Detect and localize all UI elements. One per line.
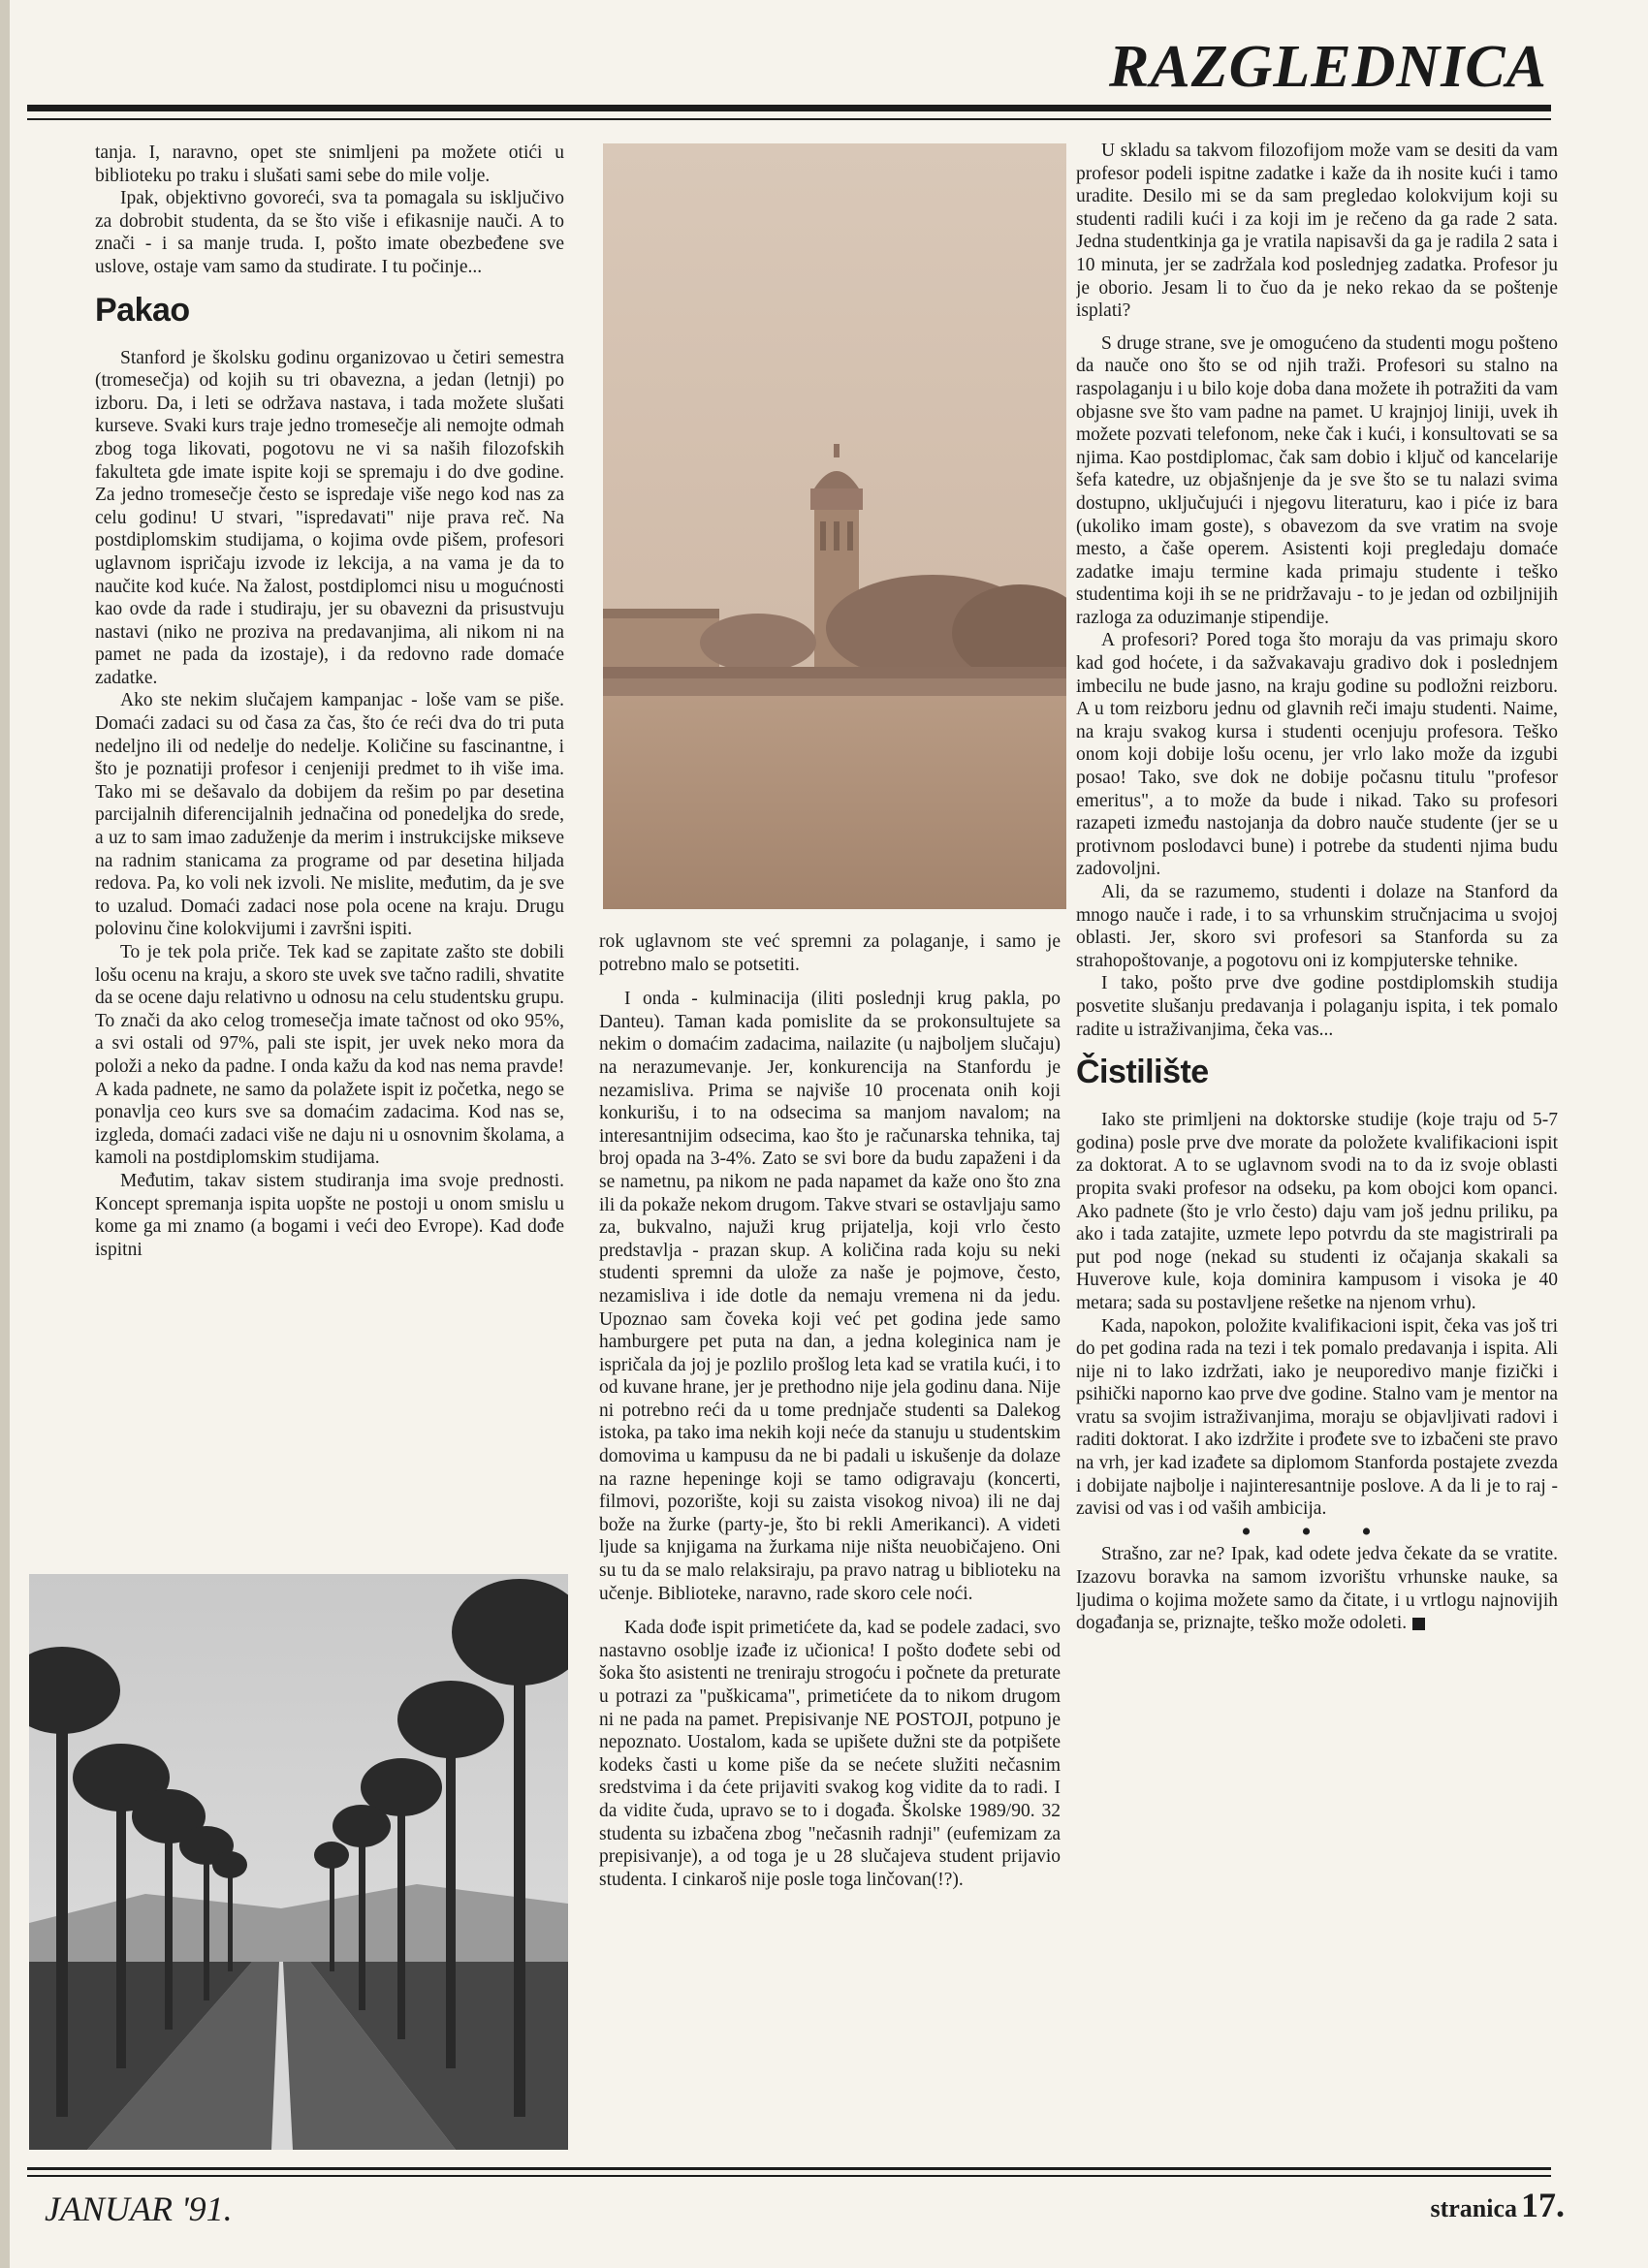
paragraph: Ako ste nekim slučajem kampanjac - loše vam se piše. Domaći zadaci su od časa za čas, što će reći dva do tri puta nedeljno ili od nedelje do nedelje. Količine su fascinantne, i što je poznatiji profesor i cenjeniji predmet to ih više ima. Tako mi se dešavalo da dobijem da rešim po par desetina parcijalnih diferencijalnih jednačina od ponedeljka do srede, a uz to sam imao zaduženje da merim i instrukcijske mikseve na radnim stanicama za programe od par desetina hiljada redova. Pa, ko voli nek izvoli. Ne mislite, međutim, da je sve to uzalud. Domaći zadaci nose pola ocene na kraju. Drugu polovinu čine kolokvijumi i završni ispiti. — [95, 690, 564, 940]
paragraph: rok uglavnom ste već spremni za polaganje, i samo je potrebno malo se potsetiti. — [599, 931, 1061, 975]
paragraph: Međutim, takav sistem studiranja ima svoje prednosti. Koncept spremanja ispita uopšte ne postoji u onom smislu u kome ga mi znamo (a bogami i veći deo Evrope). Kad dođe ispitni — [95, 1170, 564, 1260]
paragraph: Ali, da se razumemo, studenti i dolaze na Stanford da mnogo nauče i rade, i to sa vrhunskim stručnjacima u svojoj oblasti. Jer, skoro svi profesori sa Stanforda su za strahopoštovanje, a pogotovu oni iz kompjuterske tehnike. — [1076, 882, 1558, 971]
article-column-3 — [1076, 140, 1558, 2156]
issue-date: JANUAR '91. — [45, 2189, 233, 2228]
paragraph: Stanford je školsku godinu organizovao u četiri semestra (tromesečja) od kojih su tri obavezna, a jedan (letnji) po izboru. Da, i leti se održava nastava, i tada možete slušati kurseve. Svaki kurs traje jedno tromesečje ali nemojte odmah zbog toga likovati, pogotovu ne vi sa naših filozofskih fakulteta gde imate ispite koji se spremaju i do dve godine. Za jedno tromesečje često se ispredaje više nego kod nas za celu godinu! U stvari, "ispredavati" nije prava reč. Na postdiplomskim studijama, o kojima ovde pišem, profesori uglavnom ispričaju izvode iz lekcija, a na vama je da to naučite kod kuće. Na žalost, postdiplomci nisu u mogućnosti kao ovde da rade i studiraju, jer su obavezni da prisustvuju nastavi (niko ne proziva na predavanjima, ali nikom ni na pamet ne pada da izostaje), i da redovno rade domaće zadatke. — [95, 347, 564, 688]
binding-edge — [0, 0, 10, 2268]
subheading-pakao: Pakao — [95, 291, 190, 329]
article-column-2 — [599, 930, 1061, 2166]
photo-palm-drive — [29, 1574, 568, 2150]
article-column-1 — [95, 142, 564, 1537]
page-number-value: 17. — [1521, 2186, 1565, 2224]
paragraph: U skladu sa takvom filozofijom može vam se desiti da vam profesor podeli ispitne zadatke i kaže da ih nosite kući i tamo uradite. Desilo mi se da sam pregledao kolokvijum koji su studenti radili kući i za koji im je rečeno da ga rade 2 sata. Jedna studentkinja ga je vratila napisavši da ga je radila 2 sata i 10 minuta, jer se zadržala kod poslednjeg zadatka. Profesor ju je oborio. Jesam li to čuo da je neko rekao da se poštenje isplati? — [1076, 141, 1558, 322]
paragraph: Kada, napokon, položite kvalifikacioni ispit, čeka vas još tri do pet godina rada na tezi i tek pomalo predavanja i ispita. Ali nije ni to lako izdržati, iako je neuporedivo manje fizički i psihički naporno kao prve dve godine. Stalno vam je mentor na vratu sa svojim istraživanjima, moraju se objavljivati radovi i raditi doktorat. I ako izdržite i prođete sve to izbačeni ste pravo na vrh, jer kad izađete sa diplomom Stanforda postajete zvezda i dobijate najbolje i najinteresantnije poslove. A da li je to raj - zavisi od vas i od vaših ambicija. — [1076, 1315, 1558, 1520]
subheading-cistiliste: Čistilište — [1076, 1054, 1209, 1091]
paragraph: I onda - kulminacija (iliti poslednji krug pakla, po Danteu). Taman kada pomislite da se prokonsultujete sa nekim o domaćim zadacima, nailazite (u najboljem slučaju) na nerazumevanje. Jer, konkurencija na Stanfordu je nezamisliva. Prima se najviše 10 procenata onih koji konkurišu, i to na odsecima sa manjom navalom; na interesantnijim odsecima, kao što je računarska tehnika, taj broj opada na 3-4%. Zato se svi bore da budu zapaženi i da se nametnu, pa nikom ne pada napamet da kaže ono što zna ili da pokaže nekom drugom. Takve stvari se ostavljaju samo za, bukvalno, najuži krug prijatelja, koji vrlo često predstavlja - prazan skup. A količina rada koju su neki studenti spremni da ulože za naše je pojmove, često, nezamisliva i ide dotle da nemaju vremena ni da jedu. Upoznao sam čoveka koji već pet godina jede samo hamburgere pet puta na dan, a jedna koleginica nam je ispričala da joj je pozlilo prošlog leta kad se vratila kući, i to od kuvane hrane, jer je prethodno nije jela godinu dana. Nije ni potrebno reći da u tome prednjače studenti sa Dalekog istoka, pa tako ima nekih koji neće da stanuju u studentskim domovima u kampusu da ne bi padali u iskušenje da dolaze na razne hepeninge koji se tamo odigravaju (koncerti, filmovi, pozorište, koji su zaista visokog nivoa) ili ne daj bože na žurke (party-je, što bi rekli Amerikanci). A videti ljude sa knjigama na žurkama nije ništa neuobičajeno. Oni su tu da se malo relaksiraju, pa pravo natrag u biblioteku na učenje. Biblioteke, naravno, rade skoro cele noći. — [599, 989, 1061, 1604]
page-label: stranica — [1430, 2194, 1517, 2222]
footer-rule-thin — [27, 2175, 1551, 2177]
paragraph: Ipak, objektivno govoreći, sva ta pomagala su isključivo za dobrobit studenta, da se što više i efikasnije nauči. A to znači - i sa manje truda. I, pošto imate obezbeđene sve uslove, ostaje vam samo da studirate. I tu počinje... — [95, 188, 564, 277]
paragraph: To je tek pola priče. Tek kad se zapitate zašto ste dobili lošu ocenu na kraju, a skoro ste uvek sve tačno radili, shvatite da se ocene daju relativno u odnosu na celu studentsku grupu. To znači da ako celog tromesečja imate tačnost od oko 95%, a svi ostali od 97%, pali ste ispit, jer uvek neko mora da položi a neko da padne. I onda kažu da kod nas nema pravde! A kada padnete, ne samo da polažete ispit iz početka, nego se ponavlja ceo kurs sve sa domaćim zadacima. Kod nas se, izgleda, domaći zadaci više ne daju ni u osnovnim školama, a kamoli na postdiplomskim studijama. — [95, 942, 564, 1169]
section-separator: • • • — [1241, 1515, 1393, 1548]
paragraph: I tako, pošto prve dve godine postdiplomskih studija posvetite slušanju predavanja i polaganju ispita, i tek pomalo radite u istraživanjima, čeka vas... — [1076, 973, 1558, 1040]
end-mark-icon — [1412, 1618, 1425, 1630]
paragraph: S druge strane, sve je omogućeno da studenti mogu pošteno da nauče ono što se od njih traži. Profesori su stalno na raspolaganju i u bilo koje doba dana možete ih potražiti da vam objasne sve što vam padne na pamet. U krajnjoj liniji, uvek ih možete pozvati telefonom, neke čak i kući, i konsultovati se sa njima. Kao postdiplomac, čak sam dobio i ključ od kancelarije šefa katedre, uz objašnjenje da je sve što se tu nalazi svima dostupno, uključujući i njegovu literaturu, kao i piće iz bara (ukoliko imam goste), s obavezom da sve vratim na svoje mesto, a čaše operem. Asistenti koji pregledaju domaće zadatke imaju termine kada primaju studente i teško studentima koji ih se ne pridržavaju - to je jedan od ozbiljnijih razloga za oduzimanje stipendije. — [1076, 332, 1558, 628]
page-number — [1430, 2185, 1565, 2225]
section-title: RAZGLEDNICA — [1109, 34, 1547, 100]
footer-rule — [27, 2167, 1551, 2170]
paragraph: Kada dođe ispit primetićete da, kad se podele zadaci, svo nastavno osoblje izađe iz učionica! I pošto dođete sebi od šoka što asistenti ne treniraju strogoću i počnete da preturate u potrazi za "puškicama", primetićete da to nikom drugom ni ne pada na pamet. Prepisivanje NE POSTOJI, potpuno je nepoznato. Uostalom, kada se upišete dužni ste da potpišete kodeks časti u kome piše da se nećete služiti nečasnim sredstvima i da ćete prijaviti svakog kog vidite da to radi. I da vidite čuda, upravo se to i događa. Školske 1989/90. 32 studenta su izbačena zbog "nečasnih radnji" (eufemizam za prepisivanje), a od toga je u 28 slučajeva student prijavio studenta. I cinkaroš nije posle toga linčovan(!?). — [599, 1618, 1061, 1890]
paragraph: A profesori? Pored toga što moraju da vas primaju skoro kad god hoćete, i da sažvakavaju gradivo dok i poslednjem imbecilu ne bude jasno, na kraju godine su podložni reizboru. A u tom reizboru jednu od glavnih reči imaju studenti. Naime, na kraju svakog kursa i studenti ocenjuju profesora. Teško onom koji dobije lošu ocenu, jer vrlo lako može da izgubi posao! Tako, sve dok ne dobije počasnu titulu "profesor emeritus", a to može da bude i nikad. Tako su profesori razapeti između nastojanja da dobro nauče studente (jer se u protivnom poslodavci bune) i potrebe da studenti njima budu zadovoljni. — [1076, 630, 1558, 880]
paragraph-final — [1076, 1543, 1558, 1634]
header-rule-thin — [27, 118, 1551, 120]
paragraph: Iako ste primljeni na doktorske studije (koje traju od 5-7 godina) posle prve dve morate da položete kvalifikacioni ispit za doktorat. A to se uglavnom svodi na to da iz svoje oblasti propita svaki profesor na odseku, pa kom obojci kom opanci. Ako padnete (što je vrlo često) daju vam još jednu priliku, pa ako i tada zatajite, uzmete lepo potvrdu da ste magistrirali pa put pod noge (nekad su studenti iz očajanja skakali sa Huverove kule, koja dominira kampusom i visoka je 40 metara; sada su postavljene rešetke na njenom vrhu). — [1076, 1110, 1558, 1313]
header-rule — [27, 105, 1551, 111]
paragraph: tanja. I, naravno, opet ste snimljeni pa možete otići u biblioteku po traku i slušati sami sebe do mile volje. — [95, 142, 564, 186]
paragraph-final-text: Strašno, zar ne? Ipak, kad odete jedva čekate da se vratite. Izazovu boravka na samom izvorištu vrhunske nauke, sa ljudima o kojima možete samo da čitate, i u vrtlogu najnovijih događanja se, priznajte, teško može odoleti. — [1076, 1544, 1558, 1634]
photo-hoover-tower — [603, 143, 1066, 909]
